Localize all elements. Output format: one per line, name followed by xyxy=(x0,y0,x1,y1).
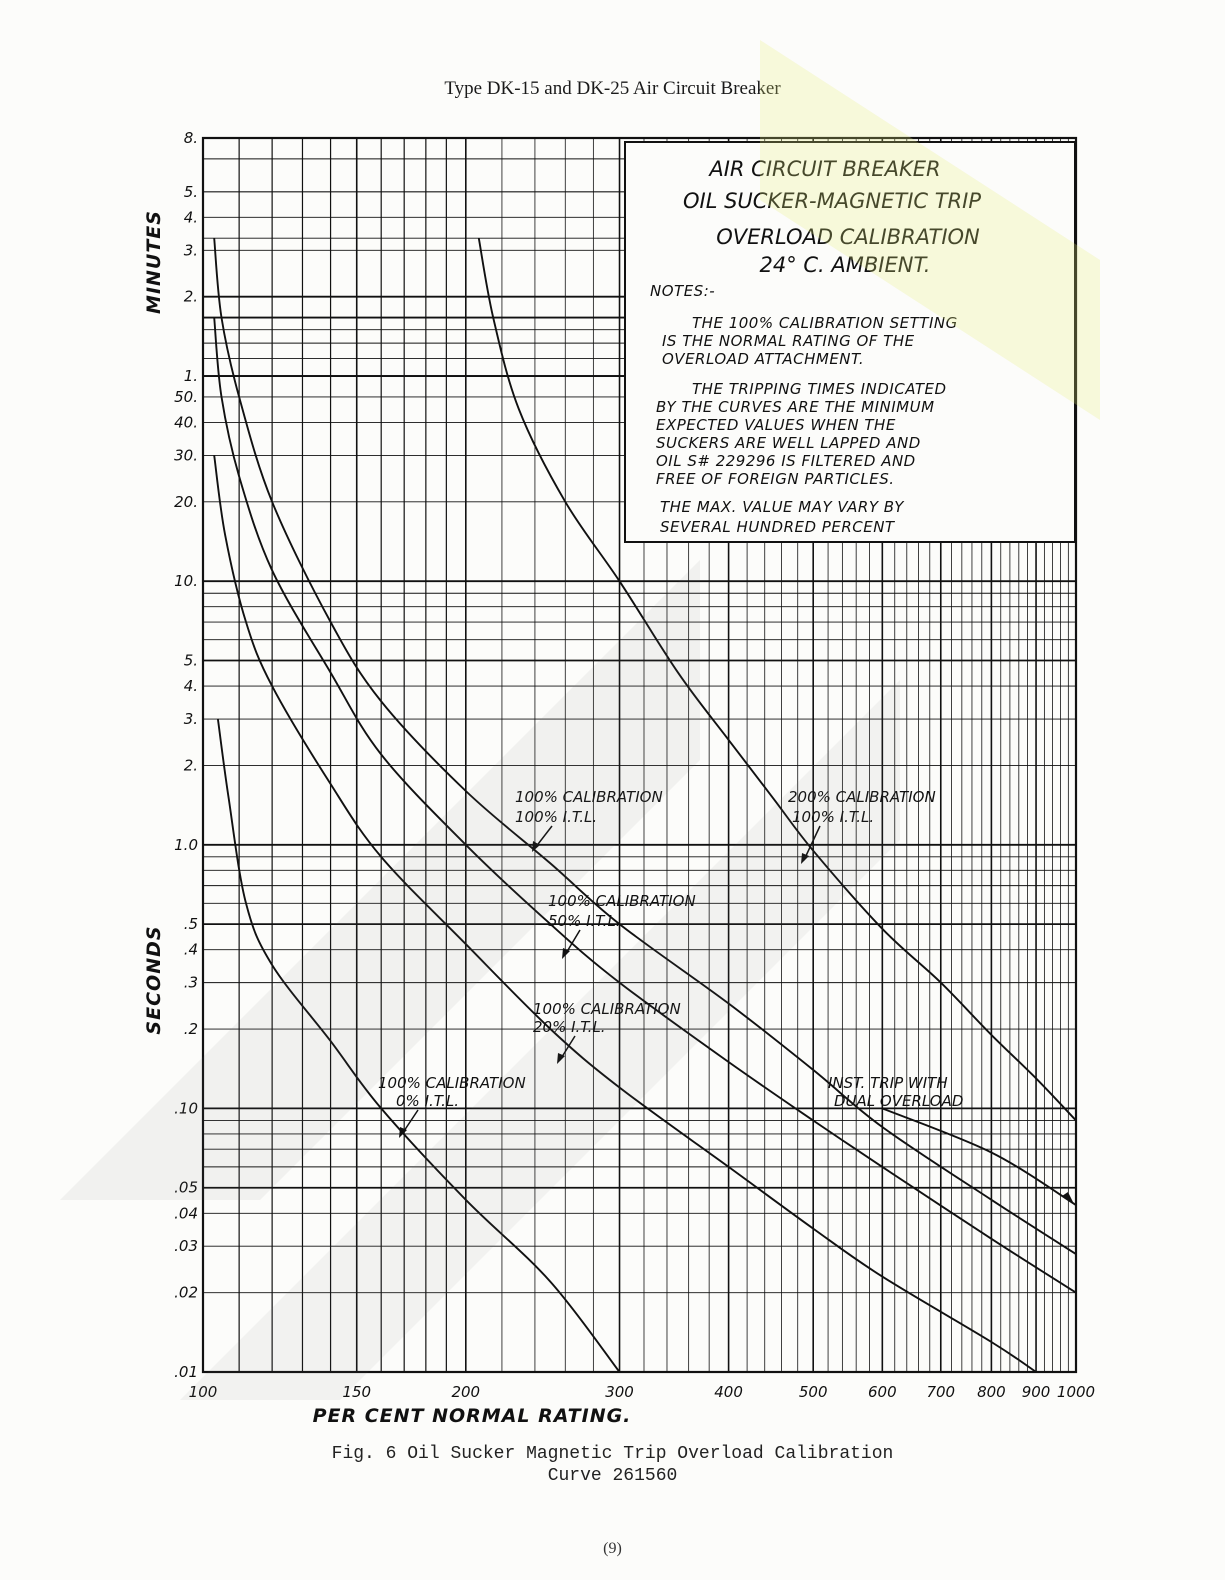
y-tick-label: 2. xyxy=(183,756,198,775)
note-line-11: SEVERAL HUNDRED PERCENT xyxy=(660,518,895,536)
note-line-1: THE 100% CALIBRATION SETTING xyxy=(692,314,958,332)
x-tick-label: 150 xyxy=(342,1383,372,1401)
x-tick-label: 400 xyxy=(714,1383,743,1401)
annotation-100-0-line1: 100% CALIBRATION xyxy=(378,1074,526,1092)
y-tick-label: .02 xyxy=(174,1283,198,1302)
y-tick-label: 2. xyxy=(183,287,198,306)
x-tick-label: 600 xyxy=(868,1383,897,1401)
annotation-100-50-line1: 100% CALIBRATION xyxy=(548,892,696,910)
y-tick-label: .2 xyxy=(183,1020,198,1039)
annotation-100-100-line1: 100% CALIBRATION xyxy=(515,788,663,806)
annotation-100-0-line2: 0% I.T.L. xyxy=(396,1092,460,1110)
x-tick-label: 300 xyxy=(605,1383,634,1401)
note-line-9: FREE OF FOREIGN PARTICLES. xyxy=(656,470,895,488)
x-tick-label: 500 xyxy=(798,1383,828,1401)
x-tick-label: 1000 xyxy=(1056,1383,1096,1401)
annotation-inst-trip-line1: INST. TRIP WITH xyxy=(828,1074,948,1092)
annotation-100-100-line2: 100% I.T.L. xyxy=(515,808,598,826)
y-tick-label: 30. xyxy=(174,446,198,465)
note-line-6: EXPECTED VALUES WHEN THE xyxy=(656,416,896,434)
y-tick-label: 1.0 xyxy=(174,835,198,854)
annotation-200-100-line1: 200% CALIBRATION xyxy=(788,788,936,806)
y-tick-label: 50. xyxy=(174,387,198,406)
x-tick-label: 800 xyxy=(977,1383,1006,1401)
y-tick-label: .01 xyxy=(174,1363,198,1381)
figure-caption-line2: Curve 261560 xyxy=(547,1466,678,1486)
y-tick-label: .3 xyxy=(183,973,198,992)
y-tick-label: .03 xyxy=(174,1237,198,1256)
curve-series-6 xyxy=(882,1108,1076,1205)
y-tick-label: 3. xyxy=(183,710,198,729)
box-title-1: AIR CIRCUIT BREAKER xyxy=(709,157,941,181)
y-tick-label: 8. xyxy=(183,129,198,147)
figure-caption-line1: Fig. 6 Oil Sucker Magnetic Trip Overload Calibration xyxy=(331,1444,894,1464)
x-tick-label: 200 xyxy=(451,1383,481,1401)
y-tick-label: .4 xyxy=(183,940,198,959)
x-tick-label: 700 xyxy=(926,1383,956,1401)
annotation-100-20-line2: 20% I.T.L. xyxy=(533,1018,606,1036)
y-tick-label: 20. xyxy=(174,492,198,511)
annotation-inst-trip-line2: DUAL OVERLOAD xyxy=(834,1092,964,1110)
note-line-3: OVERLOAD ATTACHMENT. xyxy=(662,350,865,368)
annotation-200-100-line2: 100% I.T.L. xyxy=(792,808,875,826)
y-tick-label: .10 xyxy=(174,1099,198,1118)
y-tick-label: 4. xyxy=(183,677,198,696)
notes-heading: NOTES:- xyxy=(650,282,716,300)
y-tick-label: 5. xyxy=(183,651,198,670)
y-tick-label: 4. xyxy=(183,208,198,227)
y-tick-label: 5. xyxy=(183,182,198,201)
box-title-4: 24° C. AMBIENT. xyxy=(759,253,931,277)
page-header: Type DK-15 and DK-25 Air Circuit Breaker xyxy=(444,78,781,99)
y-tick-label: .5 xyxy=(183,915,198,934)
note-line-2: IS THE NORMAL RATING OF THE xyxy=(662,332,915,350)
y-tick-label: 10. xyxy=(174,572,198,591)
x-tick-label: 900 xyxy=(1021,1383,1051,1401)
y-label-minutes: MINUTES xyxy=(143,210,165,314)
note-line-5: BY THE CURVES ARE THE MINIMUM xyxy=(656,398,935,416)
y-label-seconds: SECONDS xyxy=(143,925,165,1035)
note-line-8: OIL S# 229296 IS FILTERED AND xyxy=(656,452,916,470)
note-line-10: THE MAX. VALUE MAY VARY BY xyxy=(660,498,904,516)
arrowhead-200-100 xyxy=(801,853,809,864)
y-tick-label: .05 xyxy=(174,1178,198,1197)
note-line-4: THE TRIPPING TIMES INDICATED xyxy=(692,380,947,398)
y-tick-label: .04 xyxy=(174,1204,198,1223)
annotation-100-50-line2: 50% I.T.L. xyxy=(548,912,621,930)
box-title-2: OIL SUCKER-MAGNETIC TRIP xyxy=(682,189,982,213)
page-number: (9) xyxy=(603,1540,622,1557)
box-title-3: OVERLOAD CALIBRATION xyxy=(716,225,980,249)
legend-box xyxy=(625,142,1075,542)
x-axis-label: PER CENT NORMAL RATING. xyxy=(312,1405,632,1427)
y-tick-label: 3. xyxy=(183,241,198,260)
y-tick-label: 40. xyxy=(174,413,198,432)
y-tick-label: 1. xyxy=(183,367,198,386)
annotation-100-20-line1: 100% CALIBRATION xyxy=(533,1000,681,1018)
note-line-7: SUCKERS ARE WELL LAPPED AND xyxy=(656,434,921,452)
x-tick-label: 100 xyxy=(188,1383,218,1401)
